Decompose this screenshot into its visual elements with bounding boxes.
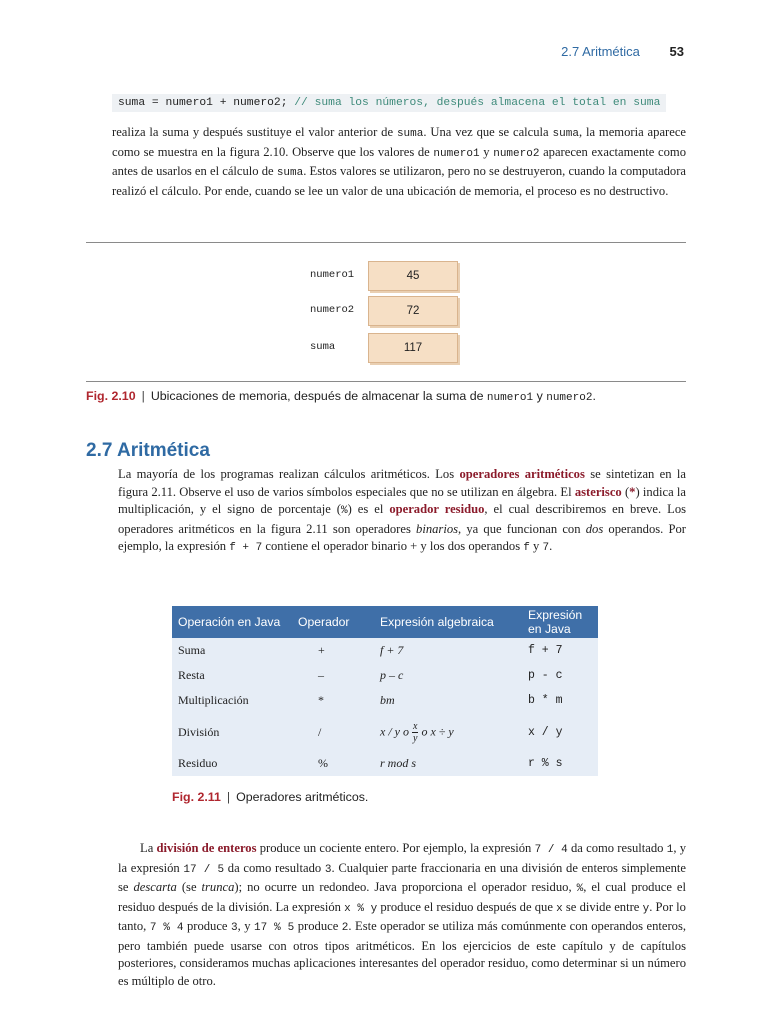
inline-code: % <box>576 883 584 895</box>
inline-code: suma <box>276 167 304 179</box>
inline-code: 2 <box>341 922 349 934</box>
table-row <box>172 751 598 776</box>
algebraic-expression <box>374 713 522 751</box>
text: , la memoria aparece como se muestra en la figura 2.10. Observe que los valores de <box>112 125 686 159</box>
operation-name: Resta <box>172 663 292 688</box>
inline-code: x % y <box>344 902 378 915</box>
figure-label: Fig. 2.11 <box>172 790 221 804</box>
keyword: división de enteros <box>156 841 257 855</box>
caption-separator: | <box>141 389 145 403</box>
caption-text: Operadores aritméticos. <box>236 790 369 804</box>
memory-value-box: 72 <box>368 296 458 326</box>
table-row <box>172 663 598 688</box>
inline-code: % <box>340 505 348 517</box>
algebra-part: o x ÷ y <box>421 723 454 738</box>
running-header <box>561 44 684 59</box>
caption-separator: | <box>226 790 231 804</box>
text: contiene el operador binario + y los dos operandos <box>262 539 524 553</box>
caption-text: Ubicaciones de memoria, después de almacenar la suma de <box>150 389 487 403</box>
text: . Cualquier parte fraccionaria en una división de enteros simplemente se <box>118 860 686 894</box>
caption-text: . <box>592 389 596 403</box>
table-row <box>172 638 598 663</box>
text: , y la expresión <box>118 841 686 875</box>
inline-code: numero2 <box>493 147 540 160</box>
operation-name: División <box>172 713 292 751</box>
algebraic-expression: r mod s <box>374 751 522 776</box>
text: ) es el <box>347 502 390 516</box>
emphasis: dos <box>585 521 604 536</box>
table-row <box>172 713 598 751</box>
text: , y <box>237 919 255 933</box>
text: y <box>529 539 543 553</box>
text: . Este operador se utiliza más comúnmente con operandos enteros, pero también puede usarse con otros tipos aritméticos. En los ejercicios de este capítulo y de capítulos posteriores, consideramos muchas aplicaciones interesantes del operador residuo, como determinar si un número es múltiplo de otro. <box>118 919 687 988</box>
java-expression: f + 7 <box>522 638 598 663</box>
text: , el cual describiremos en breve. Los operadores aritméticos en la figura 2.11 son operadores <box>118 502 687 536</box>
memory-variable-name: numero2 <box>310 304 355 316</box>
text: La <box>140 841 157 855</box>
table-row <box>172 688 598 713</box>
operator-symbol: / <box>292 713 374 751</box>
fraction-denominator: y <box>413 732 418 744</box>
text: ) indica la multiplicación, y el signo de porcentaje ( <box>118 484 687 516</box>
inline-code: 7 / 4 <box>534 844 568 856</box>
inline-code: 3 <box>324 863 332 876</box>
algebra-part: x / y o <box>380 723 409 738</box>
keyword: * <box>629 484 636 499</box>
text: y <box>479 144 494 159</box>
figure-label: Fig. 2.10 <box>86 389 136 403</box>
inline-code: y <box>642 902 650 915</box>
memory-variable-name: suma <box>310 341 336 353</box>
section-title: 2.7 Aritmética <box>86 440 210 461</box>
text: produce un cociente entero. Por ejemplo, la expresión <box>256 841 535 855</box>
figure-caption-2-11 <box>172 790 368 804</box>
text: , ya que funcionan con <box>458 521 586 536</box>
operator-symbol: – <box>292 663 374 688</box>
java-expression: p - c <box>522 663 598 688</box>
emphasis: binarios <box>416 521 459 536</box>
inline-code: 1 <box>666 844 674 856</box>
operation-name: Multiplicación <box>172 688 292 713</box>
text: produce <box>183 919 231 933</box>
emphasis: trunca <box>201 880 235 894</box>
memory-variable-name: numero1 <box>310 269 355 281</box>
inline-code: suma <box>396 128 424 140</box>
text: da como resultado <box>567 841 667 855</box>
inline-code: suma <box>552 128 579 140</box>
inline-code: 7 <box>542 542 550 554</box>
text: La mayoría de los programas realizan cálculos aritméticos. Los <box>118 467 460 481</box>
text: . Estos valores se utilizaron, pero no se destruyeron, cuando la computadora realizó el cálculo. Por ende, cuando se lee un valor de una ubicación de memoria, el proceso es no destructivo. <box>112 164 686 198</box>
text: da como resultado <box>224 860 325 875</box>
text: (se <box>176 880 202 894</box>
inline-code: 17 / 5 <box>183 863 225 876</box>
text: . Una vez que se calcula <box>423 125 553 139</box>
keyword: operador residuo <box>389 502 485 516</box>
text: ); no ocurre un redondeo. Java proporciona el operador residuo, <box>234 880 577 894</box>
memory-cell <box>310 296 470 326</box>
table-header-row <box>172 606 598 638</box>
table-header: Operador <box>292 606 374 638</box>
inline-code: 3 <box>231 922 238 934</box>
algebraic-expression: p – c <box>374 663 522 688</box>
memory-cell <box>310 333 470 363</box>
paragraph-intro <box>112 124 686 200</box>
page-number: 53 <box>669 44 684 59</box>
inline-code: numero1 <box>433 147 480 160</box>
java-expression: x / y <box>522 713 598 751</box>
java-expression: r % s <box>522 751 598 776</box>
text: se sintetizan en la figura 2.11. Observe el uso de varios símbolos especiales que no se utilizan en álgebra. El <box>118 467 686 499</box>
operation-name: Residuo <box>172 751 292 776</box>
fraction-numerator: x <box>413 720 418 732</box>
inline-code: 7 % 4 <box>149 922 184 934</box>
figure-top-rule <box>86 242 686 243</box>
code-snippet <box>112 94 666 112</box>
text: produce el residuo después de que <box>377 899 557 914</box>
paragraph-integer-division <box>118 840 686 990</box>
keyword: asterisco <box>574 484 622 499</box>
fraction <box>412 721 418 744</box>
table-header: Expresión algebraica <box>374 606 522 638</box>
inline-code: numero2 <box>546 392 593 404</box>
table-header: Operación en Java <box>172 606 292 638</box>
text: operandos. Por ejemplo, la expresión <box>118 521 686 553</box>
code-comment: // suma los números, después almacena el total en suma <box>294 97 661 109</box>
text: ( <box>621 484 630 499</box>
caption-text: y <box>533 389 547 403</box>
inline-code: f + 7 <box>229 542 263 554</box>
table-header: Expresión en Java <box>522 606 598 638</box>
memory-cell <box>310 261 470 291</box>
text: se divide entre <box>562 899 643 914</box>
code-statement: suma = numero1 + numero2; <box>118 97 295 109</box>
text: realiza la suma y después sustituye el valor anterior de <box>112 125 397 139</box>
operator-symbol: % <box>292 751 374 776</box>
inline-code: numero1 <box>486 392 534 404</box>
text: produce <box>294 919 342 933</box>
text: , el cual produce el residuo después de la división. La expresión <box>118 880 687 914</box>
algebraic-expression: f + 7 <box>374 638 522 663</box>
arithmetic-operators-table <box>172 606 598 776</box>
algebraic-expression: bm <box>374 688 522 713</box>
text: aparecen exactamente como antes de usarlos en el cálculo de <box>112 144 687 178</box>
paragraph-arithmetic <box>118 466 686 558</box>
text: . <box>549 539 553 553</box>
operation-name: Suma <box>172 638 292 663</box>
figure-caption-2-10 <box>86 389 596 404</box>
memory-value-box: 117 <box>368 333 458 363</box>
emphasis: descarta <box>133 880 177 894</box>
running-header-section: 2.7 Aritmética <box>561 44 640 59</box>
figure-bottom-rule <box>86 381 686 382</box>
keyword: operadores aritméticos <box>459 467 585 481</box>
java-expression: b * m <box>522 688 598 713</box>
text: . Por lo tanto, <box>118 899 686 933</box>
inline-code: f <box>523 542 530 554</box>
operator-symbol: + <box>292 638 374 663</box>
inline-code: 17 % 5 <box>254 922 295 934</box>
memory-value-box: 45 <box>368 261 458 291</box>
operator-symbol: * <box>292 688 374 713</box>
inline-code: x <box>556 902 563 915</box>
